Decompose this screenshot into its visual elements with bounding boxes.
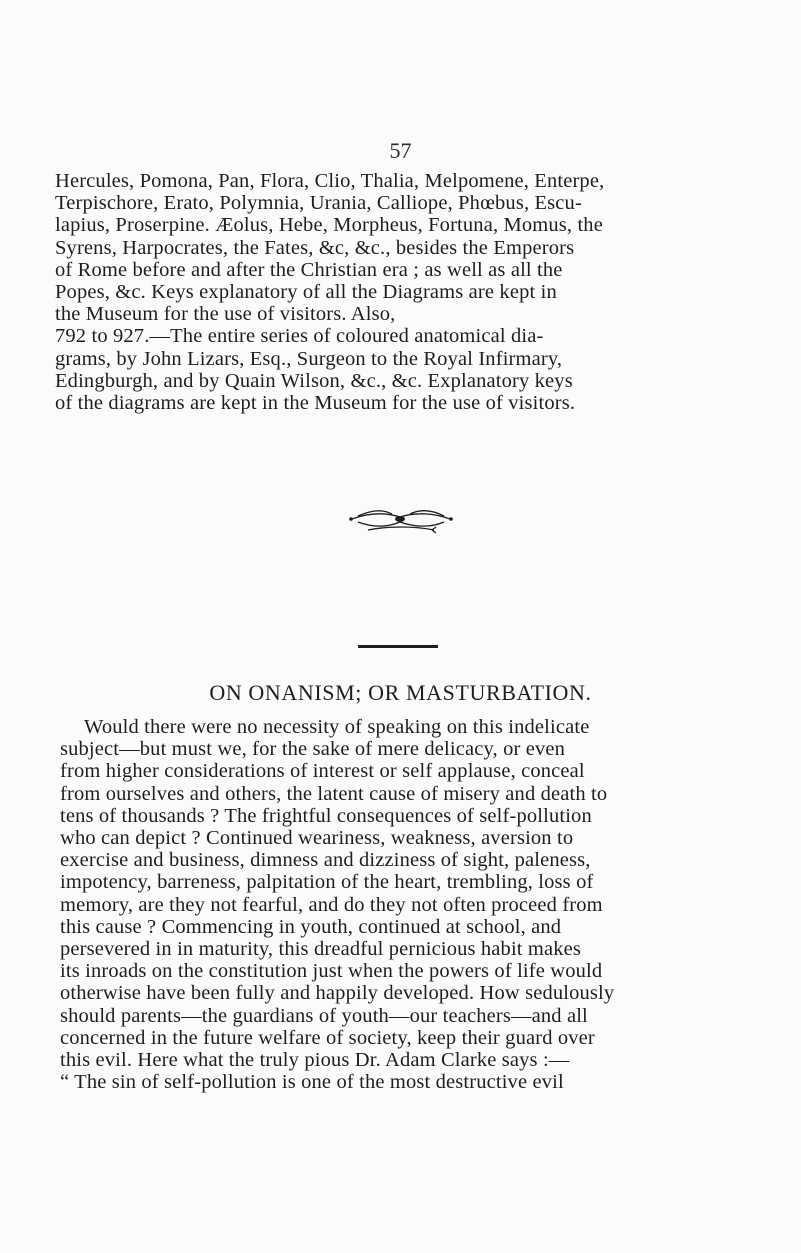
text-line: from ourselves and others, the latent cause of misery and death to (60, 782, 608, 805)
text-line: otherwise have been fully and happily developed. How sedulously (60, 982, 615, 1005)
ornament-divider (348, 504, 454, 534)
text-line: who can depict ? Continued weariness, weakness, aversion to (60, 827, 574, 850)
text-line: this evil. Here what the truly pious Dr. Adam Clarke says :— (60, 1049, 570, 1072)
text-line: Terpischore, Erato, Polymnia, Urania, Calliope, Phœbus, Escu- (55, 192, 582, 215)
page-number: 57 (389, 138, 412, 163)
text-line: tens of thousands ? The frightful consequences of self-pollution (60, 804, 592, 827)
text-line: exercise and business, dimness and dizziness of sight, paleness, (60, 849, 591, 872)
section-title: ON ONANISM; OR MASTURBATION. (209, 680, 592, 705)
text-line: grams, by John Lizars, Esq., Surgeon to the Royal Infirmary, (55, 347, 563, 370)
text-line: its inroads on the constitution just when the powers of life would (60, 960, 603, 983)
text-line: persevered in in maturity, this dreadful pernicious habit makes (60, 938, 582, 961)
text-line: this cause ? Commencing in youth, continued at school, and (60, 915, 562, 938)
text-line: of the diagrams are kept in the Museum for the use of visitors. (55, 392, 576, 415)
text-line: of Rome before and after the Christian era ; as well as all the (55, 258, 563, 281)
text-line: concerned in the future welfare of society, keep their guard over (60, 1026, 595, 1049)
text-line: Edingburgh, and by Quain Wilson, &c., &c. Explanatory keys (55, 369, 573, 392)
text-line: subject—but must we, for the sake of mere delicacy, or even (60, 738, 566, 761)
text-line: Hercules, Pomona, Pan, Flora, Clio, Thalia, Melpomene, Enterpe, (55, 170, 605, 192)
text-line: the Museum for the use of visitors. Also, (55, 303, 396, 326)
paragraph-onanism (60, 716, 760, 1093)
text-line: “ The sin of self-pollution is one of the most destructive evil (60, 1071, 564, 1094)
text-line: Would there were no necessity of speaking on this indelicate (84, 716, 590, 738)
text-line: should parents—the guardians of youth—our teachers—and all (60, 1004, 588, 1027)
text-line: memory, are they not fearful, and do they not often proceed from (60, 893, 603, 916)
text-line: Popes, &c. Keys explanatory of all the Diagrams are kept in (55, 281, 557, 304)
paragraph-museum-catalogue (55, 170, 755, 414)
text-line: lapius, Proserpine. Æolus, Hebe, Morpheus, Fortuna, Momus, the (55, 214, 603, 237)
text-line: Syrens, Harpocrates, the Fates, &c, &c., besides the Emperors (55, 236, 575, 259)
text-line: impotency, barreness, palpitation of the heart, trembling, loss of (60, 871, 594, 894)
text-line: 792 to 927.—The entire series of coloured anatomical dia- (55, 325, 544, 348)
text-line: from higher considerations of interest or self applause, conceal (60, 760, 585, 783)
section-rule (358, 645, 438, 648)
